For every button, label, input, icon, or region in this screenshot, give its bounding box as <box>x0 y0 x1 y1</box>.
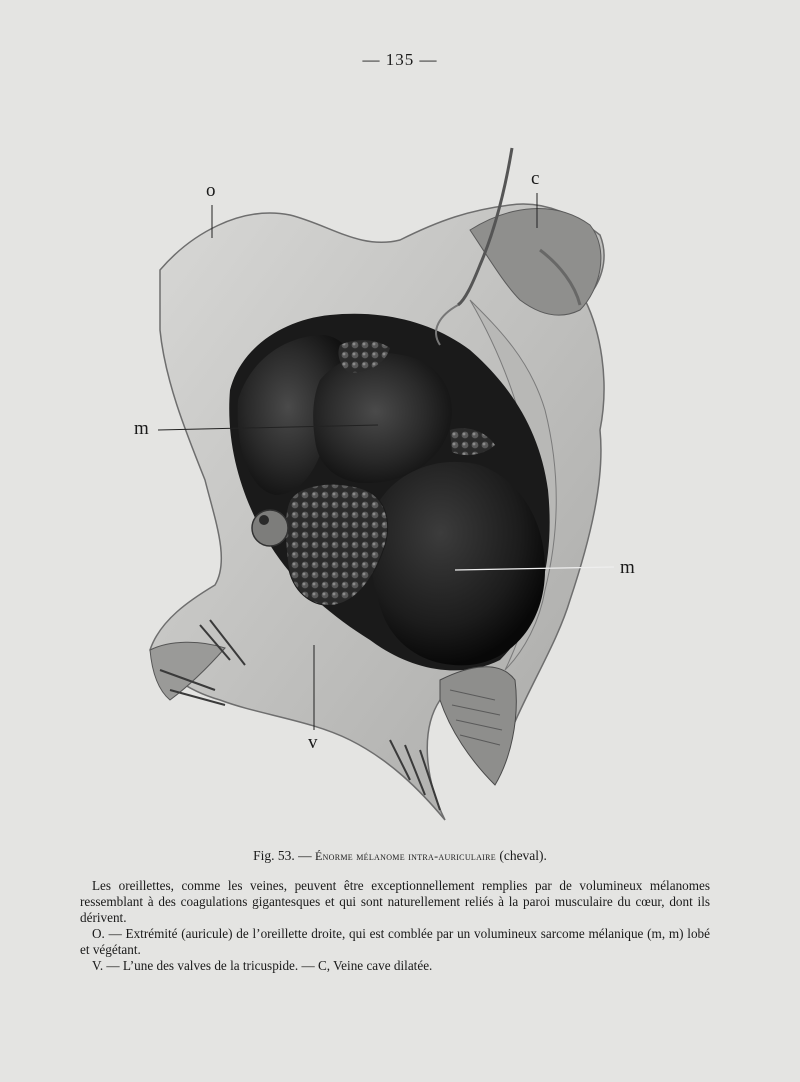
figure-caption <box>0 848 800 864</box>
caption-prefix: Fig. 53. — <box>253 848 312 863</box>
legend-o: O. — Extrémité (auricule) de l’oreillette droite, qui est comblée par un volumineux sarcome mélanique (m, m) lobé et végétant. <box>80 926 710 957</box>
body-text <box>80 878 710 974</box>
label-c: c <box>531 168 540 189</box>
label-m-right: m <box>620 557 635 578</box>
nodule <box>252 510 288 546</box>
label-o: o <box>206 180 216 201</box>
paragraph-1: Les oreillettes, comme les veines, peuvent être exceptionnellement remplies par de volumineux mélanomes ressemblant à des coagulations gigantesques et qui sont naturellement reliés à la paroi musculaire du cœur, dont ils dérivent. <box>80 878 710 925</box>
muscle-tissue <box>440 667 516 785</box>
label-v: v <box>308 732 318 753</box>
caption-title: Énorme mélanome intra-auriculaire <box>314 849 496 863</box>
label-m-left: m <box>134 418 149 439</box>
page-number: — 135 — <box>362 50 438 69</box>
legend-v: V. — L’une des valves de la tricuspide. — C, Veine cave dilatée. <box>92 958 433 973</box>
caption-suffix: (cheval). <box>499 848 547 863</box>
